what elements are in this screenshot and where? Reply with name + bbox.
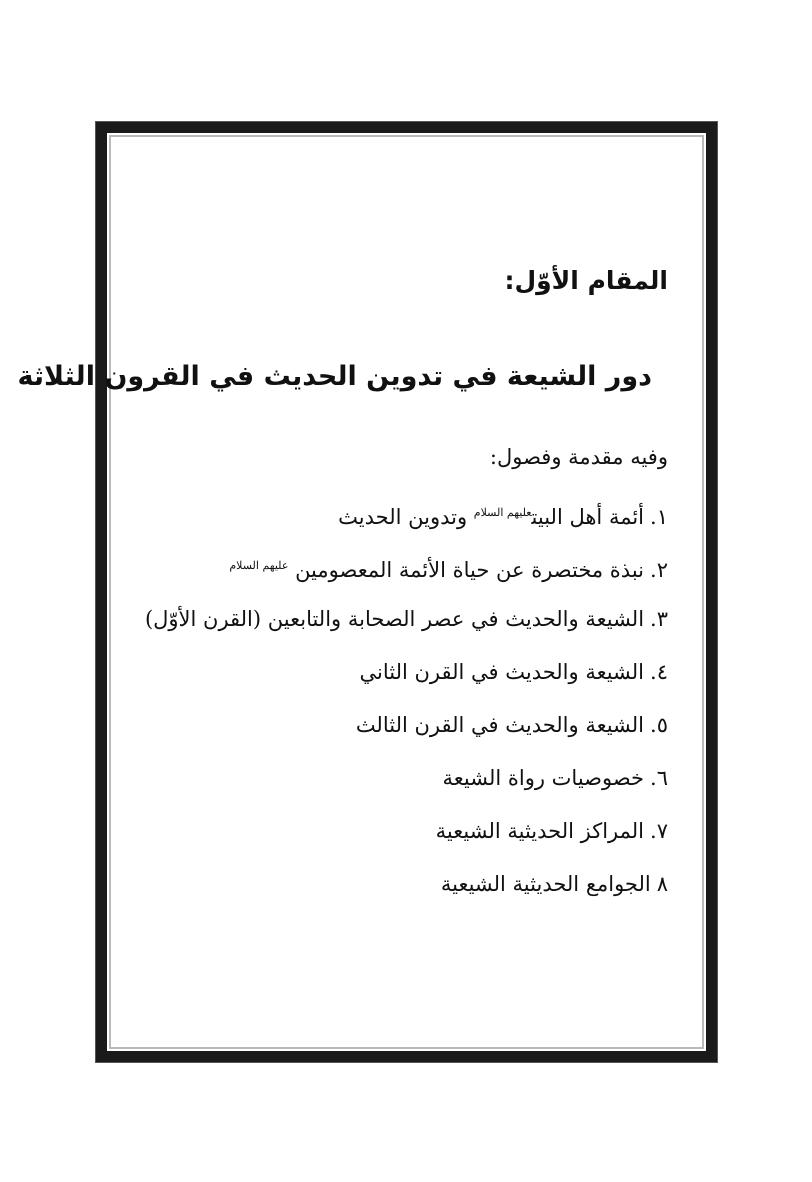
list-item — [145, 601, 668, 654]
chapter-number: ٥. — [650, 713, 668, 737]
honorific-mark: عليهم السلام — [229, 559, 289, 572]
list-item — [145, 654, 668, 707]
chapter-number: ١. — [650, 505, 668, 529]
chapter-title: الشيعة والحديث في عصر الصحابة والتابعين (القرن الأوّل) — [144, 607, 645, 631]
honorific-mark: عليهم السلام — [473, 506, 532, 519]
page-border-frame — [17, 122, 717, 1062]
page-title: دور الشيعة في تدوين الحديث في القرون الثلاثة — [17, 361, 652, 392]
chapter-title-cont: وتدوين الحديث — [338, 505, 474, 529]
list-item — [145, 548, 668, 601]
page-content — [17, 133, 706, 1051]
list-item — [145, 813, 668, 866]
chapter-number: ٢. — [650, 558, 668, 582]
chapter-title: المراكز الحديثية الشيعية — [435, 819, 645, 843]
list-item — [145, 707, 668, 760]
chapter-title: نبذة مختصرة عن حياة الأئمة المعصومين — [288, 558, 645, 582]
section-label: المقام الأوّل: — [504, 266, 668, 295]
chapter-title: الجوامع الحديثية الشيعية — [440, 872, 651, 896]
chapter-title: الشيعة والحديث في القرن الثالث — [355, 713, 645, 737]
chapter-number: ٣. — [650, 607, 668, 631]
chapter-title: خصوصيات رواة الشيعة — [442, 766, 645, 790]
chapter-number: ٧. — [650, 819, 668, 843]
chapter-title: أئمة أهل البيت — [531, 505, 645, 529]
chapter-number: ٨ — [656, 872, 668, 896]
chapter-list — [145, 495, 668, 919]
list-item — [145, 760, 668, 813]
list-item — [145, 495, 668, 548]
chapter-number: ٤. — [650, 660, 668, 684]
list-item — [145, 866, 668, 919]
intro-text: وفيه مقدمة وفصول: — [489, 445, 668, 469]
chapter-number: ٦. — [650, 766, 668, 790]
chapter-title: الشيعة والحديث في القرن الثاني — [359, 660, 645, 684]
